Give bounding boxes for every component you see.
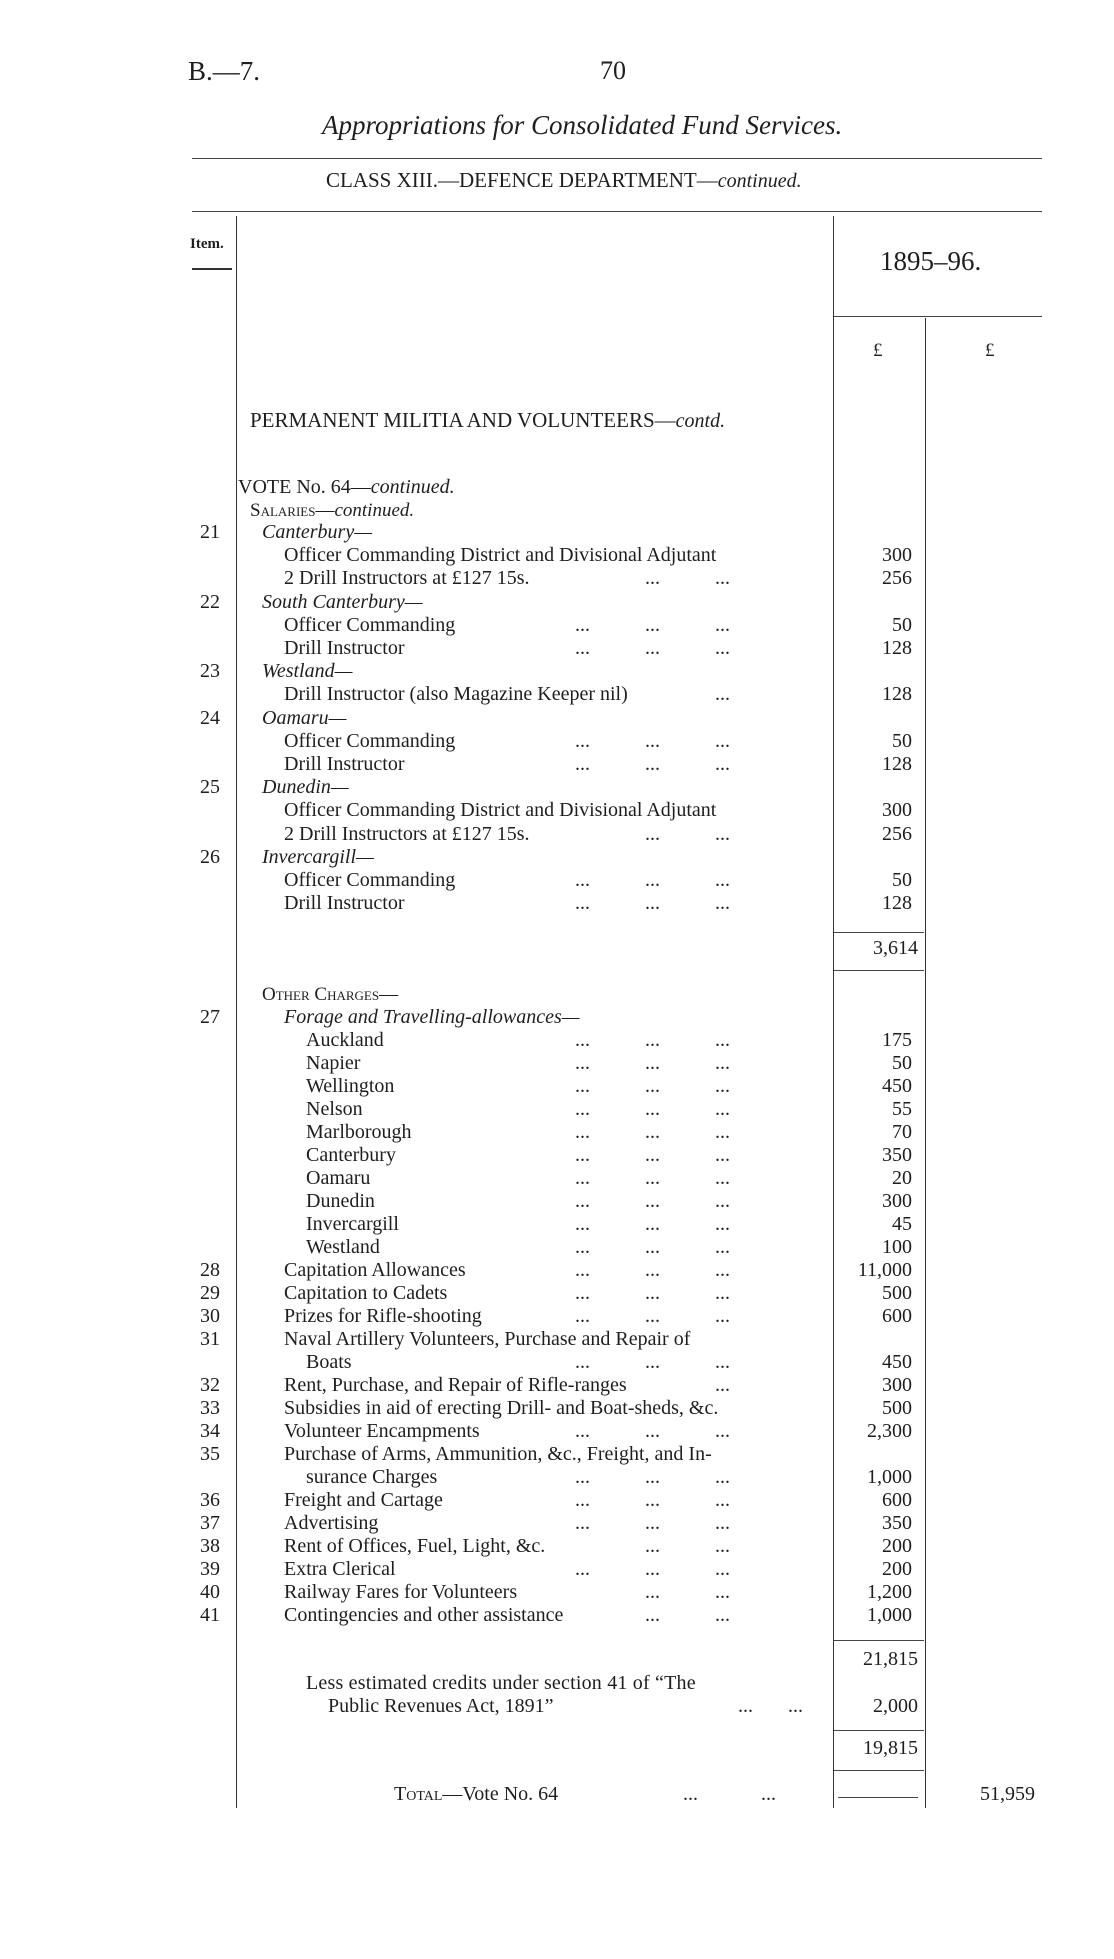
leader-dots: ... bbox=[715, 683, 730, 706]
table-row bbox=[190, 1190, 918, 1213]
table-row bbox=[190, 1420, 918, 1443]
row-amount: 128 bbox=[882, 637, 912, 659]
row-amount: 350 bbox=[882, 1144, 912, 1166]
table-row bbox=[190, 707, 918, 730]
leader-dots: ... ... ... bbox=[575, 1351, 730, 1373]
leader-dots: ... ... ... bbox=[575, 1420, 730, 1442]
table-row bbox=[190, 1466, 918, 1489]
row-amount: 100 bbox=[882, 1236, 912, 1258]
divider bbox=[834, 1730, 924, 1731]
table-row bbox=[190, 637, 918, 660]
row-label: Drill Instructor bbox=[284, 637, 405, 659]
table-row bbox=[190, 1374, 918, 1397]
amount-column-rule bbox=[925, 318, 926, 1808]
row-amount: 350 bbox=[882, 1512, 912, 1534]
row-amount: 128 bbox=[882, 753, 912, 775]
row-label: Dunedin bbox=[306, 1190, 375, 1212]
item-underline bbox=[192, 268, 232, 270]
row-amount: 50 bbox=[892, 613, 912, 636]
table-row bbox=[190, 1328, 918, 1351]
section-heading-continued: contd. bbox=[675, 410, 726, 432]
row-label: 2 Drill Instructors at £127 15s. bbox=[284, 822, 530, 845]
row-label: Rent of Offices, Fuel, Light, &c. bbox=[284, 1535, 546, 1557]
row-amount: 20 bbox=[892, 1167, 912, 1189]
row-label: Volunteer Encampments bbox=[284, 1420, 480, 1442]
salaries-heading-continued: continued. bbox=[334, 500, 415, 521]
row-amount: 70 bbox=[892, 1121, 912, 1143]
row-label: Officer Commanding District and Divisional Adjutant bbox=[284, 799, 717, 822]
total-label-vote: —Vote No. 64 bbox=[442, 1783, 559, 1805]
item-number: 24 bbox=[200, 706, 220, 729]
row-label: Railway Fares for Volunteers bbox=[284, 1581, 518, 1603]
leader-dots: ... ... bbox=[645, 1581, 730, 1603]
divider bbox=[192, 158, 1042, 159]
row-label: South Canterbury— bbox=[262, 590, 423, 613]
section-heading bbox=[250, 408, 725, 433]
leader-dots: ... ... ... bbox=[575, 1489, 730, 1511]
table-row bbox=[190, 1121, 918, 1144]
row-label: Subsidies in aid of erecting Drill- and Boat-sheds, &c. bbox=[284, 1397, 719, 1419]
row-label: Drill Instructor (also Magazine Keeper nil) bbox=[284, 683, 628, 706]
table-row bbox=[190, 753, 918, 776]
table-row bbox=[190, 1512, 918, 1535]
table-row bbox=[190, 1259, 918, 1282]
leader-dots: ... ... bbox=[645, 1535, 730, 1557]
table-row bbox=[190, 1443, 918, 1466]
divider bbox=[192, 211, 1042, 212]
item-number: 31 bbox=[200, 1328, 220, 1350]
item-number: 32 bbox=[200, 1374, 220, 1396]
vote-heading-continued: continued. bbox=[370, 476, 455, 498]
less-credits-amount: 2,000 bbox=[873, 1695, 918, 1717]
row-label: Boats bbox=[306, 1351, 352, 1373]
row-label: Rent, Purchase, and Repair of Rifle-ranges bbox=[284, 1374, 627, 1396]
table-row bbox=[190, 1604, 918, 1627]
grand-total: 51,959 bbox=[980, 1783, 1035, 1805]
row-label: Invercargill— bbox=[262, 845, 374, 868]
row-label: Drill Instructor bbox=[284, 892, 405, 915]
other-net: 19,815 bbox=[863, 1737, 918, 1759]
item-number: 39 bbox=[200, 1558, 220, 1580]
table-row bbox=[190, 846, 918, 869]
row-label: Contingencies and other assistance bbox=[284, 1604, 564, 1626]
leader-dots: ... bbox=[715, 1374, 730, 1396]
leader-dots: ... ... ... bbox=[575, 1558, 730, 1580]
page-number: 70 bbox=[600, 56, 626, 85]
leader-dots: ... ... ... bbox=[575, 753, 730, 775]
row-amount: 600 bbox=[882, 1489, 912, 1511]
table-row bbox=[190, 683, 918, 706]
row-amount: 2,300 bbox=[867, 1420, 912, 1442]
row-amount: 450 bbox=[882, 1351, 912, 1373]
leader-dots: ... ... ... bbox=[575, 1190, 730, 1212]
leader-dots: ... ... ... bbox=[575, 1282, 730, 1304]
row-amount: 128 bbox=[882, 892, 912, 915]
leader-dots: ... ... ... bbox=[575, 1305, 730, 1327]
row-amount: 300 bbox=[882, 799, 912, 822]
leader-dots: ... ... ... bbox=[575, 1098, 730, 1120]
total-dots: ... ... bbox=[683, 1783, 776, 1805]
item-number: 41 bbox=[200, 1604, 220, 1626]
currency-left: £ bbox=[873, 340, 883, 361]
leader-dots: ... ... ... bbox=[575, 1236, 730, 1258]
table-row bbox=[190, 1351, 918, 1374]
table-row bbox=[190, 730, 918, 753]
row-amount: 55 bbox=[892, 1098, 912, 1120]
leader-dots: ... ... ... bbox=[575, 1029, 730, 1051]
divider bbox=[834, 316, 1042, 317]
item-number: 34 bbox=[200, 1420, 220, 1442]
page-title: Appropriations for Consolidated Fund Services. bbox=[322, 110, 843, 140]
row-label: Prizes for Rifle-shooting bbox=[284, 1305, 482, 1327]
leader-dots: ... ... ... bbox=[575, 1213, 730, 1235]
class-heading-main: CLASS XIII.—DEFENCE DEPARTMENT— bbox=[326, 168, 718, 192]
table-row bbox=[190, 521, 918, 544]
table-row bbox=[190, 1213, 918, 1236]
item-column-header: Item. bbox=[190, 236, 224, 252]
salaries-heading bbox=[250, 500, 414, 522]
item-number: 38 bbox=[200, 1535, 220, 1557]
item-number: 40 bbox=[200, 1581, 220, 1603]
table-row bbox=[190, 1029, 918, 1052]
table-row bbox=[190, 1581, 918, 1604]
class-heading-continued: continued. bbox=[717, 170, 802, 192]
row-label: Purchase of Arms, Ammunition, &c., Freight, and In- bbox=[284, 1443, 712, 1465]
less-credits-line2: Public Revenues Act, 1891” bbox=[328, 1695, 554, 1717]
row-amount: 45 bbox=[892, 1213, 912, 1235]
vote-heading-main: VOTE No. 64— bbox=[238, 476, 371, 498]
currency-right: £ bbox=[985, 340, 995, 361]
leader-dots: ... ... ... bbox=[575, 1075, 730, 1097]
item-number: 35 bbox=[200, 1443, 220, 1465]
row-amount: 128 bbox=[882, 683, 912, 706]
table-row bbox=[190, 544, 918, 567]
row-label: Capitation Allowances bbox=[284, 1259, 466, 1281]
item-number: 37 bbox=[200, 1512, 220, 1534]
row-amount: 50 bbox=[892, 869, 912, 891]
less-credits-dots: ... ... bbox=[738, 1695, 803, 1717]
divider bbox=[834, 970, 924, 971]
divider bbox=[838, 1797, 918, 1798]
row-label: Marlborough bbox=[306, 1121, 412, 1143]
row-amount: 50 bbox=[892, 1052, 912, 1074]
row-label: Officer Commanding bbox=[284, 729, 456, 752]
row-amount: 1,000 bbox=[867, 1466, 912, 1488]
row-amount: 256 bbox=[882, 567, 912, 590]
leader-dots: ... ... ... bbox=[575, 869, 730, 891]
leader-dots: ... ... ... bbox=[575, 729, 730, 752]
row-amount: 200 bbox=[882, 1558, 912, 1580]
other-charges-heading: Other Charges— bbox=[262, 984, 399, 1005]
row-label: Napier bbox=[306, 1052, 361, 1074]
table-row bbox=[190, 591, 918, 614]
table-row bbox=[190, 614, 918, 637]
row-label: Dunedin— bbox=[262, 776, 349, 799]
row-amount: 256 bbox=[882, 822, 912, 845]
item-number: 29 bbox=[200, 1282, 220, 1304]
row-amount: 11,000 bbox=[857, 1259, 912, 1281]
row-label: Naval Artillery Volunteers, Purchase and Repair of bbox=[284, 1328, 691, 1350]
row-label: Westland— bbox=[262, 660, 353, 683]
table-row bbox=[190, 1075, 918, 1098]
row-label: Drill Instructor bbox=[284, 753, 405, 775]
item-number: 22 bbox=[200, 590, 220, 613]
row-label: Canterbury bbox=[306, 1144, 396, 1166]
vote-heading bbox=[238, 476, 455, 499]
forage-heading: Forage and Travelling-allowances— bbox=[284, 1006, 580, 1028]
leader-dots: ... ... ... bbox=[575, 1512, 730, 1534]
leader-dots: ... ... ... bbox=[575, 1144, 730, 1166]
row-amount: 300 bbox=[882, 1374, 912, 1396]
row-label: Canterbury— bbox=[262, 521, 372, 543]
table-row bbox=[190, 1236, 918, 1259]
other-subtotal: 21,815 bbox=[863, 1648, 918, 1670]
row-label: Extra Clerical bbox=[284, 1558, 396, 1580]
item-number: 33 bbox=[200, 1397, 220, 1419]
table-row bbox=[190, 1098, 918, 1121]
item-number: 23 bbox=[200, 660, 220, 683]
leader-dots: ... ... ... bbox=[575, 1466, 730, 1488]
row-amount: 450 bbox=[882, 1075, 912, 1097]
row-label: Auckland bbox=[306, 1029, 384, 1051]
row-label: Officer Commanding District and Divisional Adjutant bbox=[284, 544, 717, 567]
row-amount: 1,000 bbox=[867, 1604, 912, 1626]
row-label: Oamaru— bbox=[262, 706, 347, 729]
leader-dots: ... ... ... bbox=[575, 892, 730, 915]
table-row bbox=[190, 1282, 918, 1305]
row-label: Officer Commanding bbox=[284, 613, 456, 636]
table-row bbox=[190, 1144, 918, 1167]
row-label: Advertising bbox=[284, 1512, 379, 1534]
row-amount: 500 bbox=[882, 1397, 912, 1419]
row-label: 2 Drill Instructors at £127 15s. bbox=[284, 567, 530, 590]
row-amount: 200 bbox=[882, 1535, 912, 1557]
table-row bbox=[190, 1397, 918, 1420]
leader-dots: ... ... ... bbox=[575, 1259, 730, 1281]
table-row bbox=[190, 660, 918, 683]
table-row bbox=[190, 1052, 918, 1075]
leader-dots: ... ... ... bbox=[575, 1052, 730, 1074]
section-heading-main: PERMANENT MILITIA AND VOLUNTEERS— bbox=[250, 408, 676, 432]
item-number: 27 bbox=[200, 1006, 220, 1028]
item-number: 26 bbox=[200, 845, 220, 868]
row-amount: 175 bbox=[882, 1029, 912, 1051]
table-row bbox=[190, 1006, 918, 1029]
divider bbox=[834, 932, 924, 933]
table-row bbox=[190, 567, 918, 590]
year-column-header: 1895–96. bbox=[880, 246, 982, 276]
row-label: surance Charges bbox=[306, 1466, 438, 1488]
total-label-main: Total bbox=[394, 1783, 443, 1805]
leader-dots: ... ... ... bbox=[575, 613, 730, 636]
row-label: Officer Commanding bbox=[284, 869, 456, 891]
item-number: 30 bbox=[200, 1305, 220, 1327]
table-row bbox=[190, 823, 918, 846]
divider bbox=[834, 1770, 924, 1771]
row-amount: 500 bbox=[882, 1282, 912, 1304]
item-number: 28 bbox=[200, 1259, 220, 1281]
row-label: Westland bbox=[306, 1236, 380, 1258]
row-label: Freight and Cartage bbox=[284, 1489, 443, 1511]
row-label: Capitation to Cadets bbox=[284, 1282, 448, 1304]
row-amount: 1,200 bbox=[867, 1581, 912, 1603]
leader-dots: ... ... bbox=[645, 567, 730, 590]
total-label bbox=[394, 1783, 558, 1806]
row-amount: 300 bbox=[882, 544, 912, 567]
table-row bbox=[190, 1489, 918, 1512]
table-row bbox=[190, 1535, 918, 1558]
leader-dots: ... ... bbox=[645, 1604, 730, 1626]
row-label: Nelson bbox=[306, 1098, 363, 1120]
row-label: Wellington bbox=[306, 1075, 395, 1097]
leader-dots: ... ... bbox=[645, 822, 730, 845]
salary-total: 3,614 bbox=[873, 937, 918, 959]
item-number: 21 bbox=[200, 521, 220, 543]
row-amount: 50 bbox=[892, 729, 912, 752]
row-amount: 300 bbox=[882, 1190, 912, 1212]
table-row bbox=[190, 1305, 918, 1328]
item-number: 36 bbox=[200, 1489, 220, 1511]
less-credits-line1: Less estimated credits under section 41 of “The bbox=[306, 1672, 696, 1694]
row-label: Invercargill bbox=[306, 1213, 399, 1235]
leader-dots: ... ... ... bbox=[575, 1121, 730, 1143]
leader-dots: ... ... ... bbox=[575, 1167, 730, 1189]
document-reference: B.—7. bbox=[188, 56, 261, 86]
table-row bbox=[190, 799, 918, 822]
table-row bbox=[190, 776, 918, 799]
leader-dots: ... ... ... bbox=[575, 637, 730, 659]
divider bbox=[834, 1640, 924, 1641]
table-row bbox=[190, 892, 918, 915]
table-row bbox=[190, 869, 918, 892]
table-row bbox=[190, 1558, 918, 1581]
row-amount: 600 bbox=[882, 1305, 912, 1327]
item-number: 25 bbox=[200, 776, 220, 799]
row-label: Oamaru bbox=[306, 1167, 371, 1189]
salaries-heading-main: Salaries— bbox=[250, 500, 335, 521]
table-row bbox=[190, 1167, 918, 1190]
class-heading bbox=[326, 168, 802, 193]
